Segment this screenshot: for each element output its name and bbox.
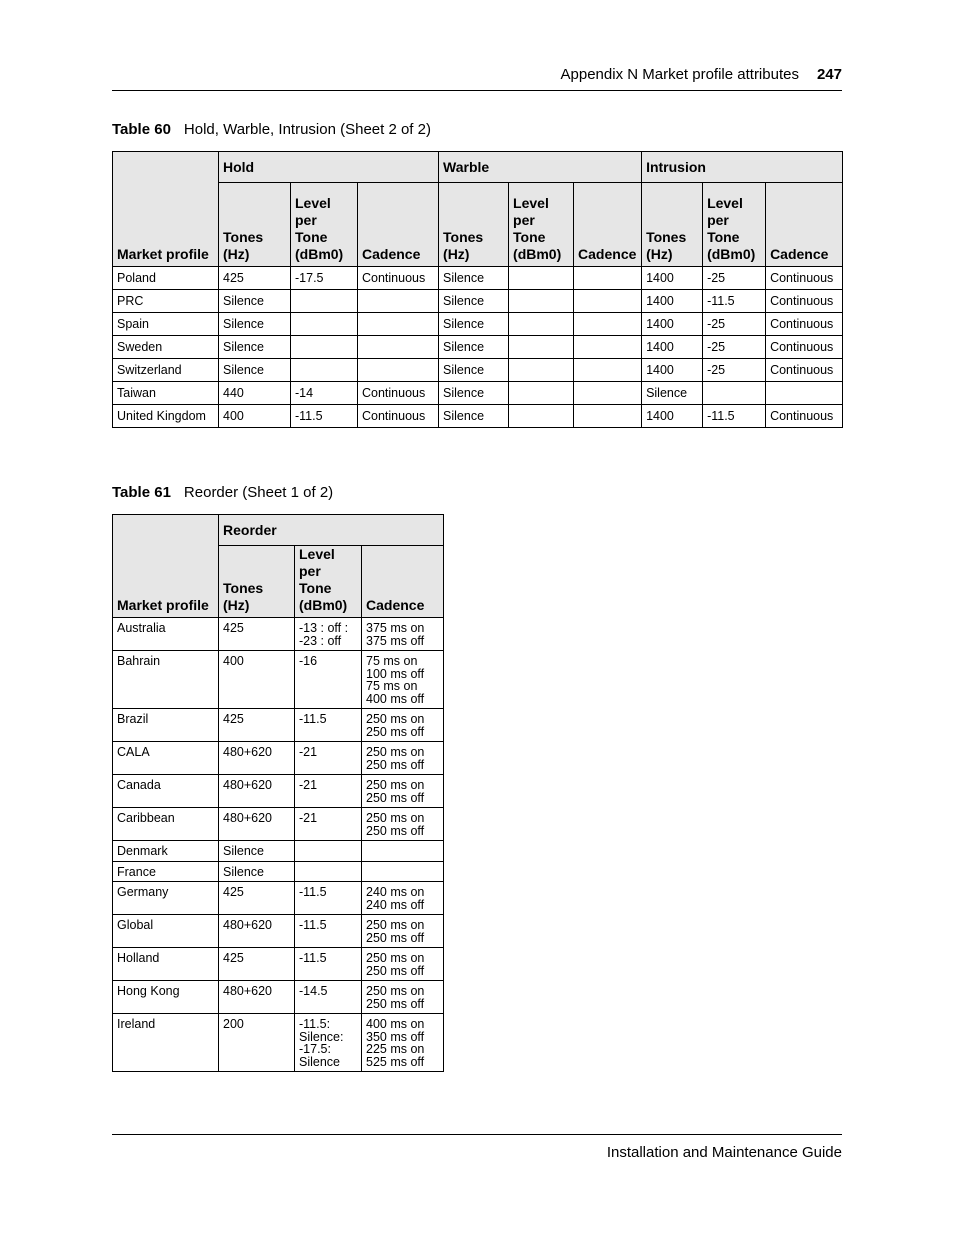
table60-market-cell: Sweden	[113, 336, 219, 359]
table60-cell	[574, 313, 642, 336]
table60-cell	[291, 336, 358, 359]
table60-cell	[703, 382, 766, 405]
table61-cell: 240 ms on 240 ms off	[362, 882, 444, 915]
table60-subheader: Tones (Hz)	[439, 183, 509, 267]
table61-cell: 75 ms on 100 ms off 75 ms on 400 ms off	[362, 651, 444, 709]
table60-market-cell: Switzerland	[113, 359, 219, 382]
table60-cell: Silence	[439, 313, 509, 336]
table61-cell: 200	[219, 1014, 295, 1072]
table61-row	[113, 841, 444, 862]
table60-cell: 1400	[642, 405, 703, 428]
table61-cell: -21	[295, 775, 362, 808]
table60-cell: 1400	[642, 313, 703, 336]
table60-cell: -14	[291, 382, 358, 405]
table60-cell	[574, 359, 642, 382]
table60-cell: -25	[703, 313, 766, 336]
table60-cell: Continuous	[766, 290, 843, 313]
table60-cell: Silence	[439, 405, 509, 428]
table60-cell: 1400	[642, 359, 703, 382]
table61-row	[113, 808, 444, 841]
table61	[112, 514, 444, 1072]
table61-cell: 480+620	[219, 808, 295, 841]
table61-cell: -13 : off : -23 : off	[295, 618, 362, 651]
table60-subheader: Level per Tone (dBm0)	[703, 183, 766, 267]
table60-cell	[766, 382, 843, 405]
table61-cell: 250 ms on 250 ms off	[362, 981, 444, 1014]
table60-cell: Silence	[439, 267, 509, 290]
table61-market-cell: Bahrain	[113, 651, 219, 709]
table61-row	[113, 882, 444, 915]
table61-market-cell: Holland	[113, 948, 219, 981]
table61-market-header: Market profile	[113, 515, 219, 618]
table61-row	[113, 618, 444, 651]
table61-cell: -11.5	[295, 882, 362, 915]
table60-cell	[574, 382, 642, 405]
table60-row	[113, 267, 843, 290]
table61-cell	[295, 841, 362, 862]
table60-subheader: Level per Tone (dBm0)	[509, 183, 574, 267]
table60-group-hold: Hold	[219, 152, 439, 183]
table61-cell: 400 ms on 350 ms off 225 ms on 525 ms off	[362, 1014, 444, 1072]
table60-cell: 425	[219, 267, 291, 290]
table60	[112, 151, 843, 428]
table61-market-cell: France	[113, 861, 219, 882]
table60-cell: Silence	[439, 336, 509, 359]
table61-cell: -11.5	[295, 915, 362, 948]
table60-market-header: Market profile	[113, 152, 219, 267]
table60-cell: Continuous	[766, 359, 843, 382]
table60-cell: 1400	[642, 336, 703, 359]
table60-cell: Silence	[219, 290, 291, 313]
table60-cell: -11.5	[291, 405, 358, 428]
table60-subheader: Cadence	[574, 183, 642, 267]
table61-cell: 375 ms on 375 ms off	[362, 618, 444, 651]
table61-cell: 250 ms on 250 ms off	[362, 808, 444, 841]
page-footer	[112, 1134, 842, 1161]
table60-cell: 440	[219, 382, 291, 405]
table61-cell: -21	[295, 808, 362, 841]
table60-cell	[509, 290, 574, 313]
table61-subheader: Cadence	[362, 546, 444, 618]
table60-subheader: Cadence	[766, 183, 843, 267]
table60-cell: -25	[703, 359, 766, 382]
table60-cell: Continuous	[358, 405, 439, 428]
table60-cell: Silence	[642, 382, 703, 405]
table60-cell: -11.5	[703, 290, 766, 313]
table61-row	[113, 981, 444, 1014]
table61-subheader: Tones (Hz)	[219, 546, 295, 618]
table61-cell: 250 ms on 250 ms off	[362, 742, 444, 775]
table61-cell: 480+620	[219, 742, 295, 775]
table60-cell	[574, 267, 642, 290]
table60-row	[113, 336, 843, 359]
table61-market-cell: Canada	[113, 775, 219, 808]
table60-cell	[358, 359, 439, 382]
table60-cell	[291, 359, 358, 382]
table61-cell: -16	[295, 651, 362, 709]
table60-subheader: Cadence	[358, 183, 439, 267]
table60-cell: -17.5	[291, 267, 358, 290]
table61-market-cell: Hong Kong	[113, 981, 219, 1014]
table60-cell	[509, 313, 574, 336]
table61-cell: 480+620	[219, 775, 295, 808]
table60-cell: Continuous	[358, 267, 439, 290]
table61-caption	[112, 484, 333, 501]
table61-group-reorder: Reorder	[219, 515, 444, 546]
table60-cell	[291, 290, 358, 313]
table61-row	[113, 861, 444, 882]
table60-cell: Continuous	[766, 267, 843, 290]
table60-title: Hold, Warble, Intrusion (Sheet 2 of 2)	[183, 121, 431, 138]
table60-row	[113, 359, 843, 382]
table60-cell	[509, 267, 574, 290]
table61-cell: 425	[219, 709, 295, 742]
table60-cell: 400	[219, 405, 291, 428]
table60-cell	[574, 405, 642, 428]
table60-row	[113, 313, 843, 336]
page-header	[112, 66, 842, 91]
table61-number: Table 61	[112, 484, 171, 501]
table61-row	[113, 948, 444, 981]
table60-cell: Silence	[439, 359, 509, 382]
table61-cell: 480+620	[219, 915, 295, 948]
footer-text: Installation and Maintenance Guide	[606, 1144, 842, 1161]
page-number: 247	[816, 66, 842, 83]
table60-cell: Silence	[439, 382, 509, 405]
table61-cell: Silence	[219, 841, 295, 862]
table61-row	[113, 915, 444, 948]
table61-cell	[362, 841, 444, 862]
table61-cell: 250 ms on 250 ms off	[362, 775, 444, 808]
table60-cell: Continuous	[358, 382, 439, 405]
table61-market-cell: Brazil	[113, 709, 219, 742]
table60-cell	[358, 290, 439, 313]
table60-cell: Silence	[219, 359, 291, 382]
table61-cell: 400	[219, 651, 295, 709]
table60-cell: Continuous	[766, 336, 843, 359]
table60-cell	[358, 336, 439, 359]
table60-row	[113, 290, 843, 313]
table61-cell: 250 ms on 250 ms off	[362, 709, 444, 742]
table60-cell: 1400	[642, 267, 703, 290]
table61-cell	[362, 861, 444, 882]
table61-market-cell: Australia	[113, 618, 219, 651]
table60-cell: -25	[703, 336, 766, 359]
table61-row	[113, 709, 444, 742]
table61-row	[113, 1014, 444, 1072]
table61-market-cell: Ireland	[113, 1014, 219, 1072]
table61-cell: Silence	[219, 861, 295, 882]
table60-cell: -11.5	[703, 405, 766, 428]
table61-cell: -11.5	[295, 948, 362, 981]
table60-cell	[509, 336, 574, 359]
table60-subheader: Tones (Hz)	[219, 183, 291, 267]
table60-cell: Silence	[439, 290, 509, 313]
header-title: Appendix N Market profile attributes	[560, 66, 799, 83]
table60-row	[113, 382, 843, 405]
table60-market-cell: PRC	[113, 290, 219, 313]
table61-cell: 250 ms on 250 ms off	[362, 915, 444, 948]
table60-market-cell: Poland	[113, 267, 219, 290]
table60-cell: -25	[703, 267, 766, 290]
table61-row	[113, 775, 444, 808]
table60-subheader: Level per Tone (dBm0)	[291, 183, 358, 267]
table60-cell: Silence	[219, 313, 291, 336]
table61-row	[113, 651, 444, 709]
table60-group-intrusion: Intrusion	[642, 152, 843, 183]
table60-market-cell: United Kingdom	[113, 405, 219, 428]
table60-number: Table 60	[112, 121, 171, 138]
table60-cell	[574, 336, 642, 359]
table61-market-cell: Germany	[113, 882, 219, 915]
table61-market-cell: Global	[113, 915, 219, 948]
table60-cell: Continuous	[766, 313, 843, 336]
table61-market-cell: Denmark	[113, 841, 219, 862]
table61-cell: 250 ms on 250 ms off	[362, 948, 444, 981]
table61-cell: -21	[295, 742, 362, 775]
table61-row	[113, 742, 444, 775]
table60-group-warble: Warble	[439, 152, 642, 183]
table60-cell	[358, 313, 439, 336]
table61-cell: 425	[219, 948, 295, 981]
table61-cell: -14.5	[295, 981, 362, 1014]
table60-cell: Silence	[219, 336, 291, 359]
table60-row	[113, 405, 843, 428]
table60-cell	[509, 359, 574, 382]
table60-cell	[291, 313, 358, 336]
table60-cell: 1400	[642, 290, 703, 313]
table61-cell: -11.5	[295, 709, 362, 742]
table60-caption	[112, 121, 431, 138]
table61-market-cell: Caribbean	[113, 808, 219, 841]
table60-cell: Continuous	[766, 405, 843, 428]
table60-subheader: Tones (Hz)	[642, 183, 703, 267]
table61-title: Reorder (Sheet 1 of 2)	[183, 484, 334, 501]
table60-market-cell: Taiwan	[113, 382, 219, 405]
table61-subheader: Level per Tone (dBm0)	[295, 546, 362, 618]
table60-cell	[574, 290, 642, 313]
table60-market-cell: Spain	[113, 313, 219, 336]
table60-cell	[509, 382, 574, 405]
table60-cell	[509, 405, 574, 428]
table61-cell: 480+620	[219, 981, 295, 1014]
table61-cell: -11.5: Silence: -17.5: Silence	[295, 1014, 362, 1072]
table61-cell	[295, 861, 362, 882]
table61-cell: 425	[219, 618, 295, 651]
table61-cell: 425	[219, 882, 295, 915]
table61-market-cell: CALA	[113, 742, 219, 775]
